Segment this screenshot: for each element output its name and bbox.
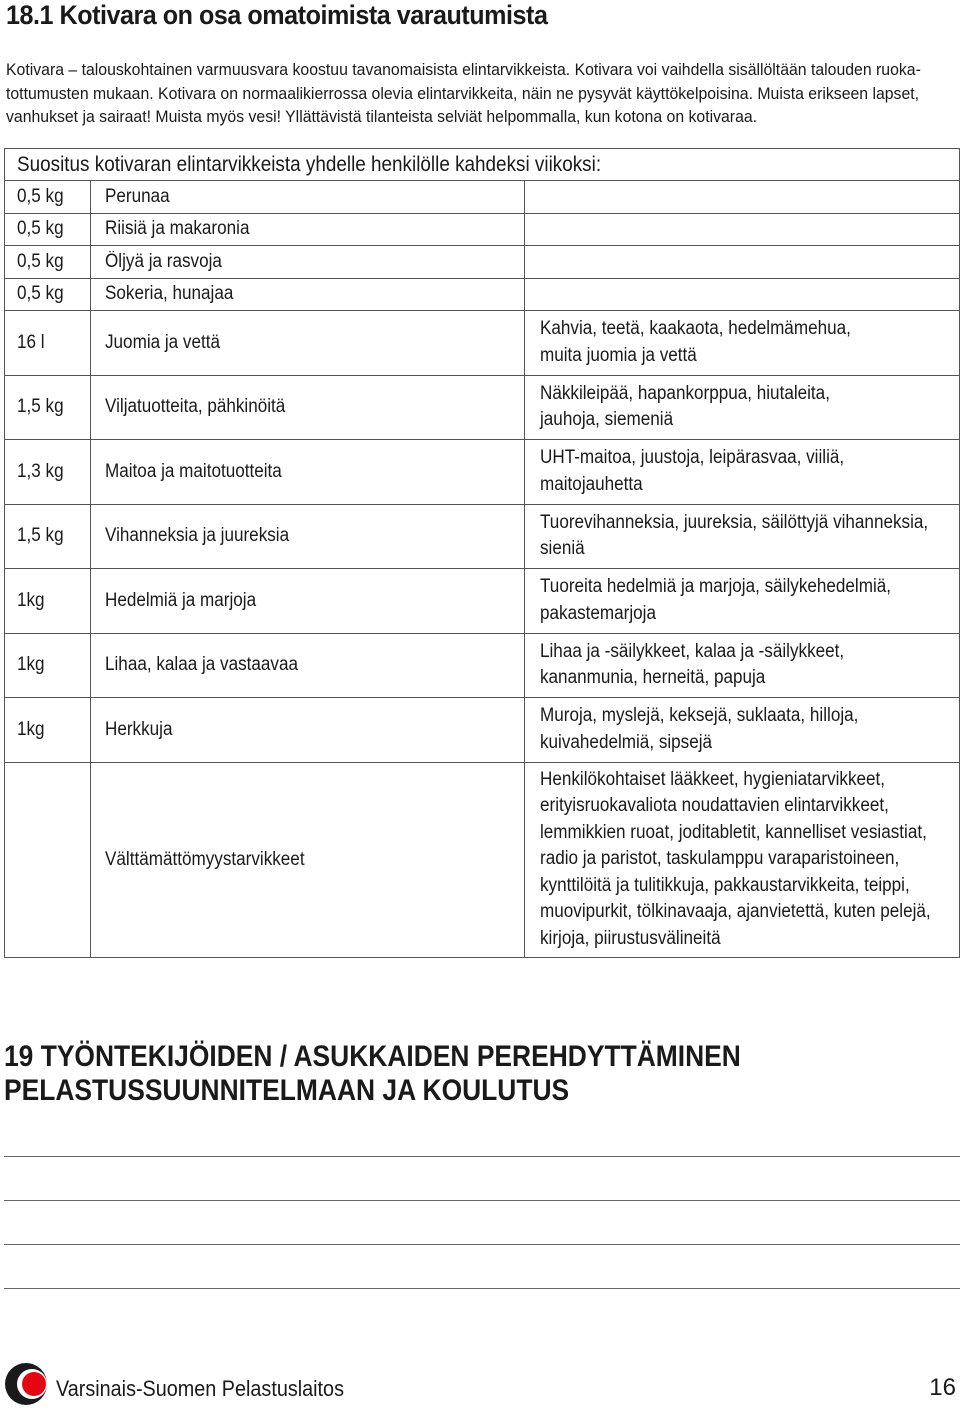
description-line: erityisruokavaliota noudattavien elintarvikkeet, <box>540 795 889 817</box>
quantity-cell: 1kg <box>5 698 91 763</box>
description-cell <box>525 440 960 505</box>
item-name-cell: Sokeria, hunajaa <box>91 278 525 311</box>
quantity-cell <box>5 762 91 957</box>
section19-heading-line: PELASTUSSUUNNITELMAAN JA KOULUTUS <box>4 1074 570 1107</box>
table-row <box>5 440 960 505</box>
section19-heading-line: 19 TYÖNTEKIJÖIDEN / ASUKKAIDEN PEREHDYTTÄMINEN <box>4 1040 741 1073</box>
description-cell <box>525 633 960 698</box>
table-row <box>5 375 960 440</box>
description-line: Lihaa ja -säilykkeet, kalaa ja -säilykkeet, <box>540 640 845 662</box>
item-name-cell: Viljatuotteita, pähkinöitä <box>91 375 525 440</box>
description-line: Kahvia, teetä, kaakaota, hedelmämehua, <box>540 318 851 340</box>
item-name-cell: Hedelmiä ja marjoja <box>91 569 525 634</box>
footer-organization: Varsinais-Suomen Pelastuslaitos <box>56 1376 344 1401</box>
writing-line <box>4 1200 960 1201</box>
intro-line: tottumusten mukaan. Kotivara on normaalikierrossa olevia elintarvikkeita, näin ne pysyvät käyttökelpoisina. Muista erikseen lapset, <box>6 83 920 103</box>
table-row <box>5 246 960 279</box>
writing-line <box>4 1288 960 1289</box>
item-name-cell: Öljyä ja rasvoja <box>91 246 525 279</box>
description-cell <box>525 375 960 440</box>
description-cell <box>525 181 960 214</box>
table-row <box>5 213 960 246</box>
description-line: Tuoreita hedelmiä ja marjoja, säilykehedelmiä, <box>540 576 892 598</box>
item-name-cell: Vihanneksia ja juureksia <box>91 504 525 569</box>
item-name-cell: Riisiä ja makaronia <box>91 213 525 246</box>
item-name-cell: Juomia ja vettä <box>91 311 525 376</box>
description-line: kuivahedelmiä, sipsejä <box>540 731 713 753</box>
description-line: maitojauhetta <box>540 473 643 495</box>
intro-line: Kotivara – talouskohtainen varmuusvara koostuu tavanomaisista elintarvikkeista. Kotivara voi vaihdella sisällöltään talouden ruoka- <box>6 60 921 79</box>
table-row <box>5 504 960 569</box>
description-line: radio ja paristot, taskulamppu varaparistoineen, <box>540 848 900 870</box>
table-row <box>5 181 960 214</box>
quantity-cell: 1kg <box>5 569 91 634</box>
description-line: jauhoja, siemeniä <box>540 409 674 431</box>
intro-line: vanhukset ja sairaat! Muista myös vesi! Yllättävistä tilanteista selviät helpommalla, kun kotona on kotivaraa. <box>6 107 758 126</box>
table-row <box>5 698 960 763</box>
description-cell <box>525 311 960 376</box>
intro-paragraph <box>6 58 945 129</box>
description-cell <box>525 504 960 569</box>
description-line: muovipurkit, tölkinavaaja, ajanvietettä, kuten pelejä, <box>540 901 931 923</box>
description-line: Henkilökohtaiset lääkkeet, hygieniatarvikkeet, <box>540 768 886 790</box>
description-cell <box>525 213 960 246</box>
description-line: kirjoja, piirustusvälineitä <box>540 927 721 949</box>
table-row <box>5 762 960 957</box>
quantity-cell: 1,5 kg <box>5 375 91 440</box>
table-row <box>5 569 960 634</box>
quantity-cell: 0,5 kg <box>5 181 91 214</box>
description-line: UHT-maitoa, juustoja, leipärasvaa, viiliä, <box>540 447 845 469</box>
quantity-cell: 0,5 kg <box>5 278 91 311</box>
description-cell <box>525 698 960 763</box>
vspelastus-logo-icon <box>4 1362 48 1406</box>
quantity-cell: 16 l <box>5 311 91 376</box>
description-cell <box>525 246 960 279</box>
section-heading: 18.1 Kotivara on osa omatoimista varautumista <box>6 0 548 30</box>
quantity-cell: 0,5 kg <box>5 213 91 246</box>
item-name-cell: Maitoa ja maitotuotteita <box>91 440 525 505</box>
description-line: Näkkileipää, hapankorppua, hiutaleita, <box>540 382 830 404</box>
table-row <box>5 311 960 376</box>
writing-line <box>4 1156 960 1157</box>
quantity-cell: 1,3 kg <box>5 440 91 505</box>
description-cell <box>525 762 960 957</box>
writing-line <box>4 1244 960 1245</box>
description-line: pakastemarjoja <box>540 602 656 624</box>
page-number: 16 <box>929 1374 956 1401</box>
quantity-cell: 1kg <box>5 633 91 698</box>
section19-heading <box>4 1040 741 1108</box>
food-supply-table <box>4 148 960 958</box>
description-line: sieniä <box>540 538 585 560</box>
table-row <box>5 633 960 698</box>
quantity-cell: 1,5 kg <box>5 504 91 569</box>
table-row <box>5 278 960 311</box>
item-name-cell: Herkkuja <box>91 698 525 763</box>
description-line: lemmikkien ruoat, joditabletit, kannelliset vesiastiat, <box>540 821 927 843</box>
description-line: kananmunia, herneitä, papuja <box>540 667 766 689</box>
description-cell <box>525 569 960 634</box>
description-line: muita juomia ja vettä <box>540 344 697 366</box>
table-header: Suositus kotivaran elintarvikkeista yhdelle henkilölle kahdeksi viikoksi: <box>5 149 960 181</box>
description-line: kynttilöitä ja tulitikkuja, pakkaustarvikkeita, teippi, <box>540 874 910 896</box>
description-line: Muroja, myslejä, keksejä, suklaata, hilloja, <box>540 705 859 727</box>
item-name-cell: Välttämättömyystarvikkeet <box>91 762 525 957</box>
description-line: Tuorevihanneksia, juureksia, säilöttyjä vihanneksia, <box>540 511 929 533</box>
item-name-cell: Perunaa <box>91 181 525 214</box>
description-cell <box>525 278 960 311</box>
quantity-cell: 0,5 kg <box>5 246 91 279</box>
item-name-cell: Lihaa, kalaa ja vastaavaa <box>91 633 525 698</box>
